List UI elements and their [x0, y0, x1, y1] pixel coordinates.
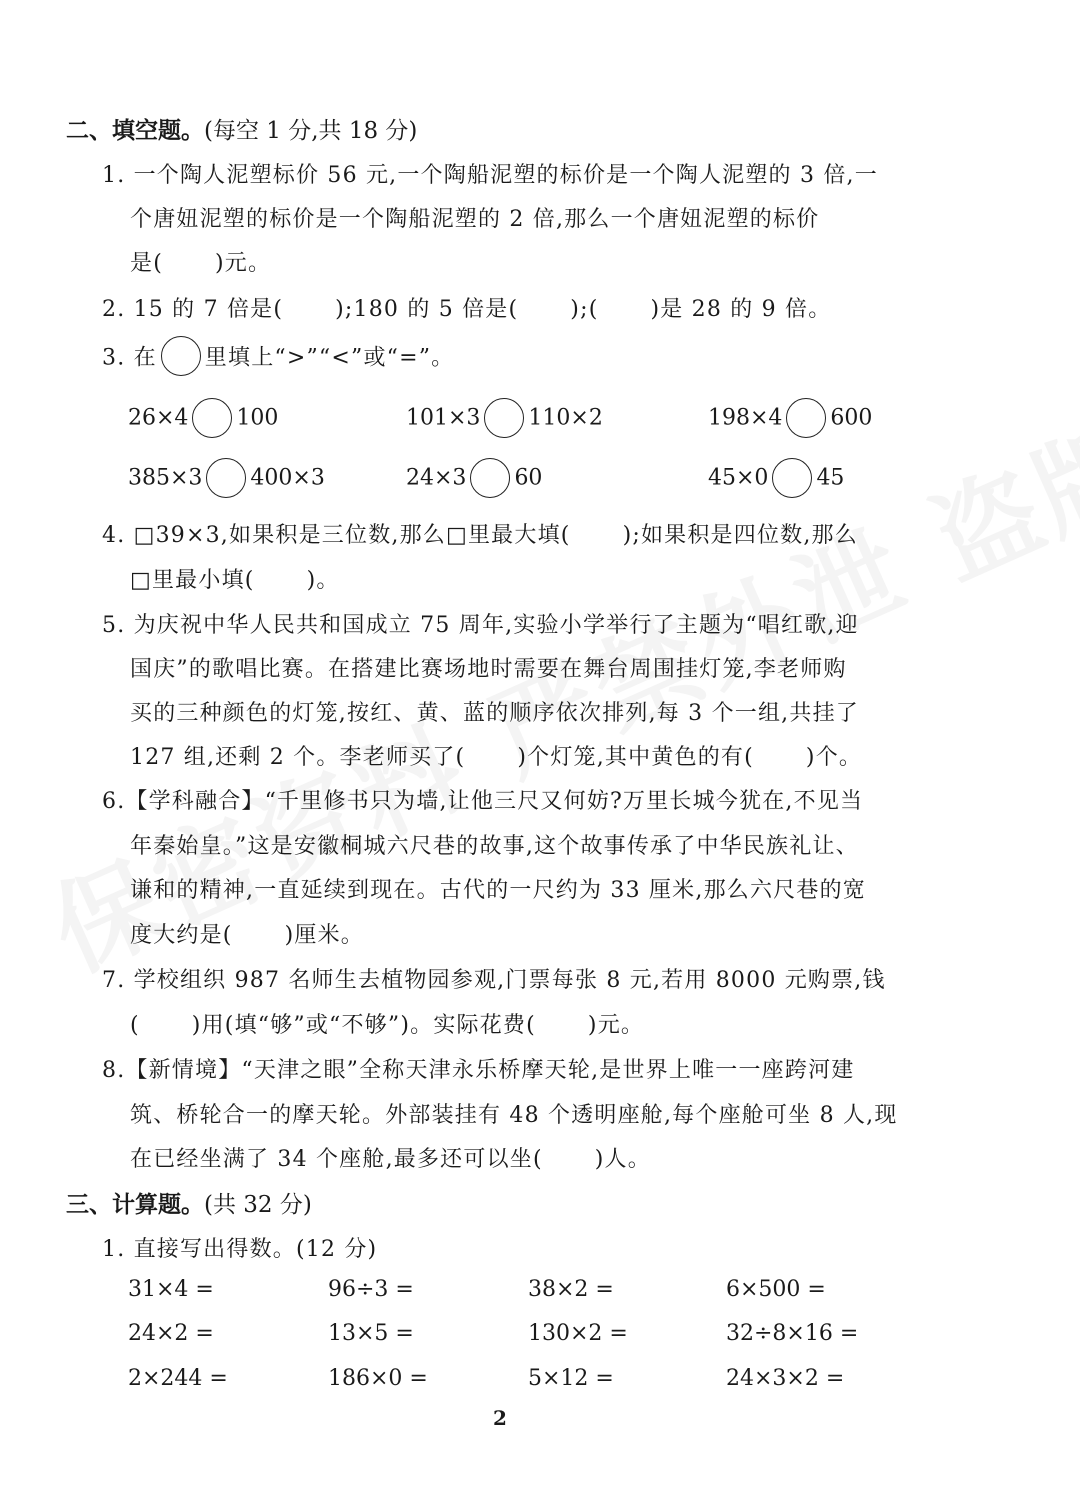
q3-post: 里填上“>”“<”或“=”。 [204, 345, 455, 371]
q4-line2 [130, 563, 340, 594]
q6-l4a: 度大约是( [130, 923, 233, 948]
compare-right: 600 [830, 405, 873, 431]
q7-line2 [130, 1008, 644, 1039]
compare-left: 385×3 [128, 465, 203, 491]
section2-title: 二、填空题。 [66, 117, 204, 144]
q2-line [102, 292, 831, 323]
compare-circle[interactable] [192, 398, 232, 438]
q6-line3: 谦和的精神,一直延续到现在。古代的一尺约为 33 厘米,那么六尺巷的宽 [130, 878, 866, 903]
compare-circle[interactable] [786, 398, 826, 438]
compare-right: 60 [514, 465, 543, 491]
q6-line1: 6.【学科融合】“千里修书只为墙,让他三尺又何妨?万里长城今犹在,不见当 [102, 789, 864, 814]
q5-line3: 买的三种颜色的灯笼,按红、黄、蓝的顺序依次排列,每 3 个一组,共挂了 [130, 701, 859, 726]
q2-part-c: );( [570, 297, 599, 322]
q2-part-a: 2. 15 的 7 倍是( [102, 297, 284, 322]
q6-line2: 年秦始皇。”这是安徽桐城六尺巷的故事,这个故事传承了中华民族礼让、 [130, 834, 859, 859]
compare-left: 101×3 [406, 405, 481, 431]
section3-title: 三、计算题。 [66, 1191, 204, 1218]
section2-heading [66, 112, 417, 145]
compare-right: 400×3 [250, 465, 325, 491]
q8-line3 [130, 1142, 651, 1173]
compare-right: 100 [236, 405, 279, 431]
q8-l3a: 在已经坐满了 34 个座舱,最多还可以坐( [130, 1147, 543, 1172]
compare-item [708, 458, 844, 498]
compare-item [128, 458, 325, 498]
q4-line1 [102, 518, 858, 549]
calc-problem[interactable]: 13×5 = [328, 1321, 414, 1346]
compare-circle[interactable] [206, 458, 246, 498]
calc-problem[interactable]: 31×4 = [128, 1277, 214, 1302]
q5-l4b: )个灯笼,其中黄色的有( [517, 745, 754, 770]
q5-l4a: 127 组,还剩 2 个。李老师买了( [130, 745, 466, 770]
q8-l3b: )人。 [594, 1147, 651, 1172]
q3-pre: 3. 在 [102, 345, 157, 371]
q1-line3-b: )元。 [214, 251, 272, 276]
q5-line1: 5. 为庆祝中华人民共和国成立 75 周年,实验小学举行了主题为“唱红歌,迎 [102, 613, 859, 638]
compare-right: 45 [816, 465, 845, 491]
q4-l1b: );如果积是四位数,那么 [622, 523, 858, 548]
section3-heading [66, 1186, 312, 1219]
section3-points: (共 32 分) [204, 1192, 312, 1218]
calc-problem[interactable]: 38×2 = [528, 1277, 614, 1302]
q1-line3-a: 是( [130, 251, 163, 276]
q7-line1: 7. 学校组织 987 名师生去植物园参观,门票每张 8 元,若用 8000 元购票,钱 [102, 968, 886, 993]
q3-instruction [102, 336, 454, 376]
q8-line2: 筑、桥轮合一的摩天轮。外部装挂有 48 个透明座舱,每个座舱可坐 8 人,现 [130, 1103, 898, 1128]
section3-sub1: 1. 直接写出得数。(12 分) [102, 1237, 378, 1262]
compare-left: 45×0 [708, 465, 769, 491]
section2-points: (每空 1 分,共 18 分) [204, 118, 418, 144]
q2-part-b: );180 的 5 倍是( [335, 297, 519, 322]
compare-item [708, 398, 872, 438]
calc-problem[interactable]: 130×2 = [528, 1321, 628, 1346]
calc-problem[interactable]: 6×500 = [726, 1277, 826, 1302]
q1-line1: 1. 一个陶人泥塑标价 56 元,一个陶船泥塑的标价是一个陶人泥塑的 3 倍,一 [102, 163, 878, 188]
calc-problem[interactable]: 5×12 = [528, 1366, 614, 1391]
calc-problem[interactable]: 2×244 = [128, 1366, 228, 1391]
q7-l2a: ( [130, 1013, 140, 1038]
compare-left: 24×3 [406, 465, 467, 491]
q4-l2b: )。 [306, 568, 340, 593]
q5-l4c: )个。 [805, 745, 863, 770]
compare-right: 110×2 [528, 405, 603, 431]
q6-l4b: )厘米。 [284, 923, 364, 948]
q1-line3 [130, 246, 271, 277]
compare-left: 26×4 [128, 405, 189, 431]
compare-item [406, 458, 542, 498]
q5-line2: 国庆”的歌唱比赛。在搭建比赛场地时需要在舞台周围挂灯笼,李老师购 [130, 657, 847, 682]
calc-problem[interactable]: 24×3×2 = [726, 1366, 845, 1391]
compare-circle[interactable] [772, 458, 812, 498]
q4-l2a: □里最小填( [130, 568, 255, 593]
compare-left: 198×4 [708, 405, 783, 431]
compare-item [128, 398, 278, 438]
q1-line2: 个唐妞泥塑的标价是一个陶船泥塑的 2 倍,那么一个唐妞泥塑的标价 [130, 207, 820, 232]
circle-icon [161, 336, 201, 376]
q5-line4 [130, 740, 862, 771]
q8-line1: 8.【新情境】“天津之眼”全称天津永乐桥摩天轮,是世界上唯一一座跨河建 [102, 1058, 855, 1083]
compare-circle[interactable] [470, 458, 510, 498]
calc-problem[interactable]: 24×2 = [128, 1321, 214, 1346]
compare-item [406, 398, 603, 438]
q6-line4 [130, 918, 364, 949]
q2-part-d: )是 28 的 9 倍。 [650, 297, 832, 322]
calc-problem[interactable]: 32÷8×16 = [726, 1321, 859, 1346]
compare-circle[interactable] [484, 398, 524, 438]
page-number: 2 [493, 1406, 507, 1430]
q7-l2b: )用(填“够”或“不够”)。实际花费( [191, 1013, 536, 1038]
calc-problem[interactable]: 186×0 = [328, 1366, 428, 1391]
q4-l1a: 4. □39×3,如果积是三位数,那么□里最大填( [102, 523, 571, 548]
q7-l2c: )元。 [587, 1013, 645, 1038]
calc-problem[interactable]: 96÷3 = [328, 1277, 414, 1302]
